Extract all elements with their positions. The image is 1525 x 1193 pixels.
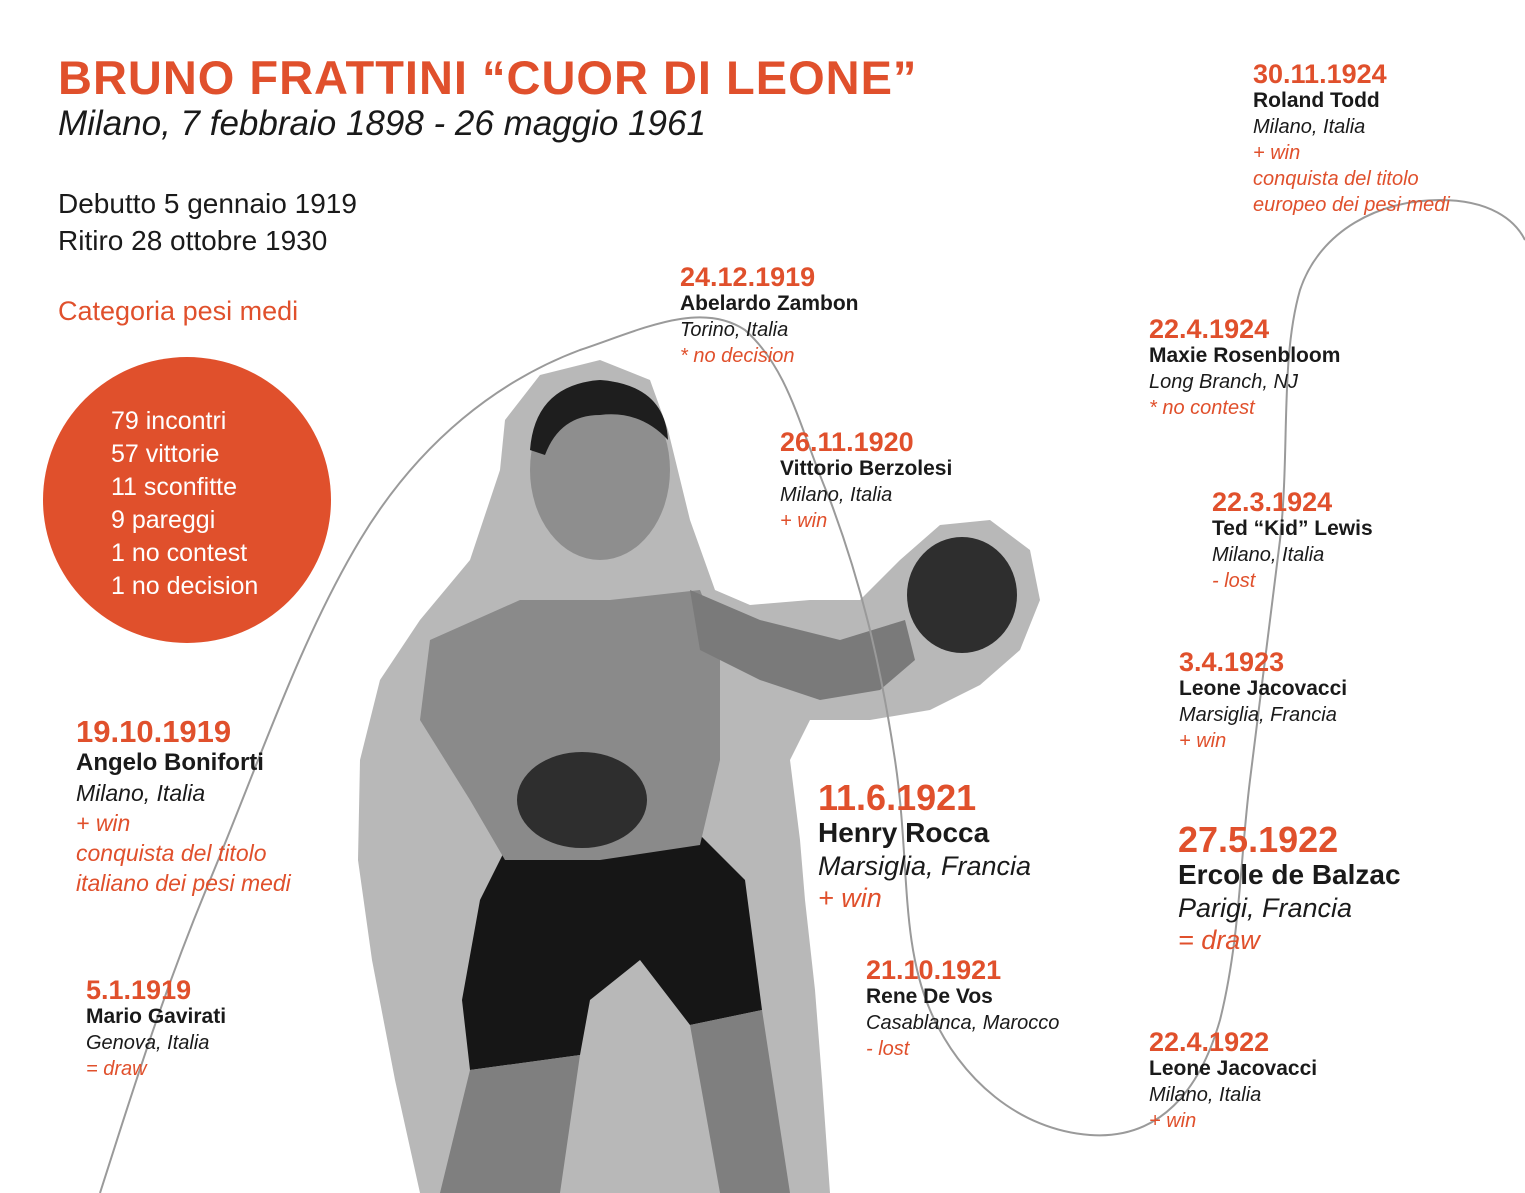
fight-entry [1179, 648, 1347, 754]
fight-result: + win [1149, 1110, 1197, 1132]
stat-no-contest: 1 no contest [111, 539, 248, 567]
fight-result: - lost [1212, 570, 1256, 592]
fight-date: 22.4.1922 [1149, 1027, 1270, 1057]
fight-opponent: Vittorio Berzolesi [780, 457, 953, 480]
fight-date: 3.4.1923 [1179, 647, 1285, 677]
weight-category: Categoria pesi medi [58, 296, 299, 326]
stats-circle [43, 357, 331, 643]
stat-no-decision: 1 no decision [111, 572, 259, 600]
fight-result: + win [76, 810, 131, 836]
boxer-glove-rear [517, 752, 647, 848]
fight-entry [1149, 1028, 1317, 1134]
fight-place: Torino, Italia [680, 319, 789, 341]
fight-entry [1149, 315, 1340, 421]
fight-opponent: Leone Jacovacci [1179, 677, 1348, 700]
stat-bouts: 79 incontri [111, 407, 227, 435]
fight-date: 24.12.1919 [680, 262, 816, 292]
fight-note: europeo dei pesi medi [1253, 194, 1450, 216]
stat-draws: 9 pareggi [111, 506, 216, 534]
fight-entry [86, 976, 226, 1082]
fight-place: Parigi, Francia [1178, 893, 1353, 923]
stat-wins: 57 vittorie [111, 440, 220, 468]
fight-opponent: Ted “Kid” Lewis [1212, 517, 1373, 540]
fight-place: Marsiglia, Francia [818, 851, 1032, 881]
fight-opponent: Angelo Boniforti [76, 749, 264, 776]
fight-result: * no decision [680, 345, 795, 367]
fight-result: = draw [86, 1058, 147, 1080]
fight-opponent: Leone Jacovacci [1149, 1057, 1318, 1080]
fight-entry [818, 777, 1032, 914]
fight-place: Casablanca, Marocco [866, 1012, 1060, 1034]
fight-place: Milano, Italia [1253, 116, 1366, 138]
fight-result: - lost [866, 1038, 910, 1060]
fight-opponent: Ercole de Balzac [1178, 859, 1401, 890]
fight-result: + win [1253, 142, 1301, 164]
fight-result: * no contest [1149, 397, 1255, 419]
fight-entry [1178, 819, 1401, 956]
fight-entry [866, 956, 1059, 1062]
fight-place: Long Branch, NJ [1149, 371, 1298, 393]
fight-opponent: Rene De Vos [866, 985, 993, 1008]
fight-date: 27.5.1922 [1178, 819, 1339, 860]
fight-entry [1253, 60, 1450, 218]
fight-place: Milano, Italia [76, 780, 206, 806]
boxer-glove-front [907, 537, 1017, 653]
fight-date: 30.11.1924 [1253, 59, 1387, 89]
fight-opponent: Maxie Rosenbloom [1149, 344, 1341, 367]
fight-entry [1212, 488, 1373, 594]
fight-entry [76, 716, 291, 898]
fight-opponent: Roland Todd [1253, 89, 1380, 112]
fight-place: Milano, Italia [1212, 544, 1325, 566]
fight-entry [780, 428, 952, 534]
fight-date: 5.1.1919 [86, 975, 192, 1005]
fight-opponent: Mario Gavirati [86, 1005, 227, 1028]
fight-result: + win [818, 883, 882, 913]
debut-date: Debutto 5 gennaio 1919 [58, 188, 357, 219]
fight-result: + win [1179, 730, 1227, 752]
fight-date: 21.10.1921 [866, 955, 1002, 985]
page-title: BRUNO FRATTINI “CUOR DI LEONE” [58, 51, 918, 104]
fight-place: Genova, Italia [86, 1032, 210, 1054]
fight-date: 22.3.1924 [1212, 487, 1333, 517]
fight-note: italiano dei pesi medi [76, 870, 291, 896]
stats-list [111, 405, 258, 603]
fight-result: + win [780, 510, 828, 532]
fight-note: conquista del titolo [1253, 168, 1419, 190]
fight-date: 19.10.1919 [76, 714, 232, 749]
fight-result: = draw [1178, 925, 1260, 955]
fight-opponent: Henry Rocca [818, 817, 990, 848]
fight-place: Marsiglia, Francia [1179, 704, 1337, 726]
stat-losses: 11 sconfitte [111, 473, 238, 501]
fight-place: Milano, Italia [1149, 1084, 1262, 1106]
fight-date: 22.4.1924 [1149, 314, 1270, 344]
retirement-date: Ritiro 28 ottobre 1930 [58, 225, 328, 256]
life-dates: Milano, 7 febbraio 1898 - 26 maggio 1961 [58, 104, 706, 143]
fight-note: conquista del titolo [76, 840, 267, 866]
fight-date: 26.11.1920 [780, 427, 914, 457]
fight-date: 11.6.1921 [818, 777, 977, 818]
fight-opponent: Abelardo Zambon [680, 292, 859, 315]
fight-entry [680, 263, 859, 369]
fight-place: Milano, Italia [780, 484, 893, 506]
